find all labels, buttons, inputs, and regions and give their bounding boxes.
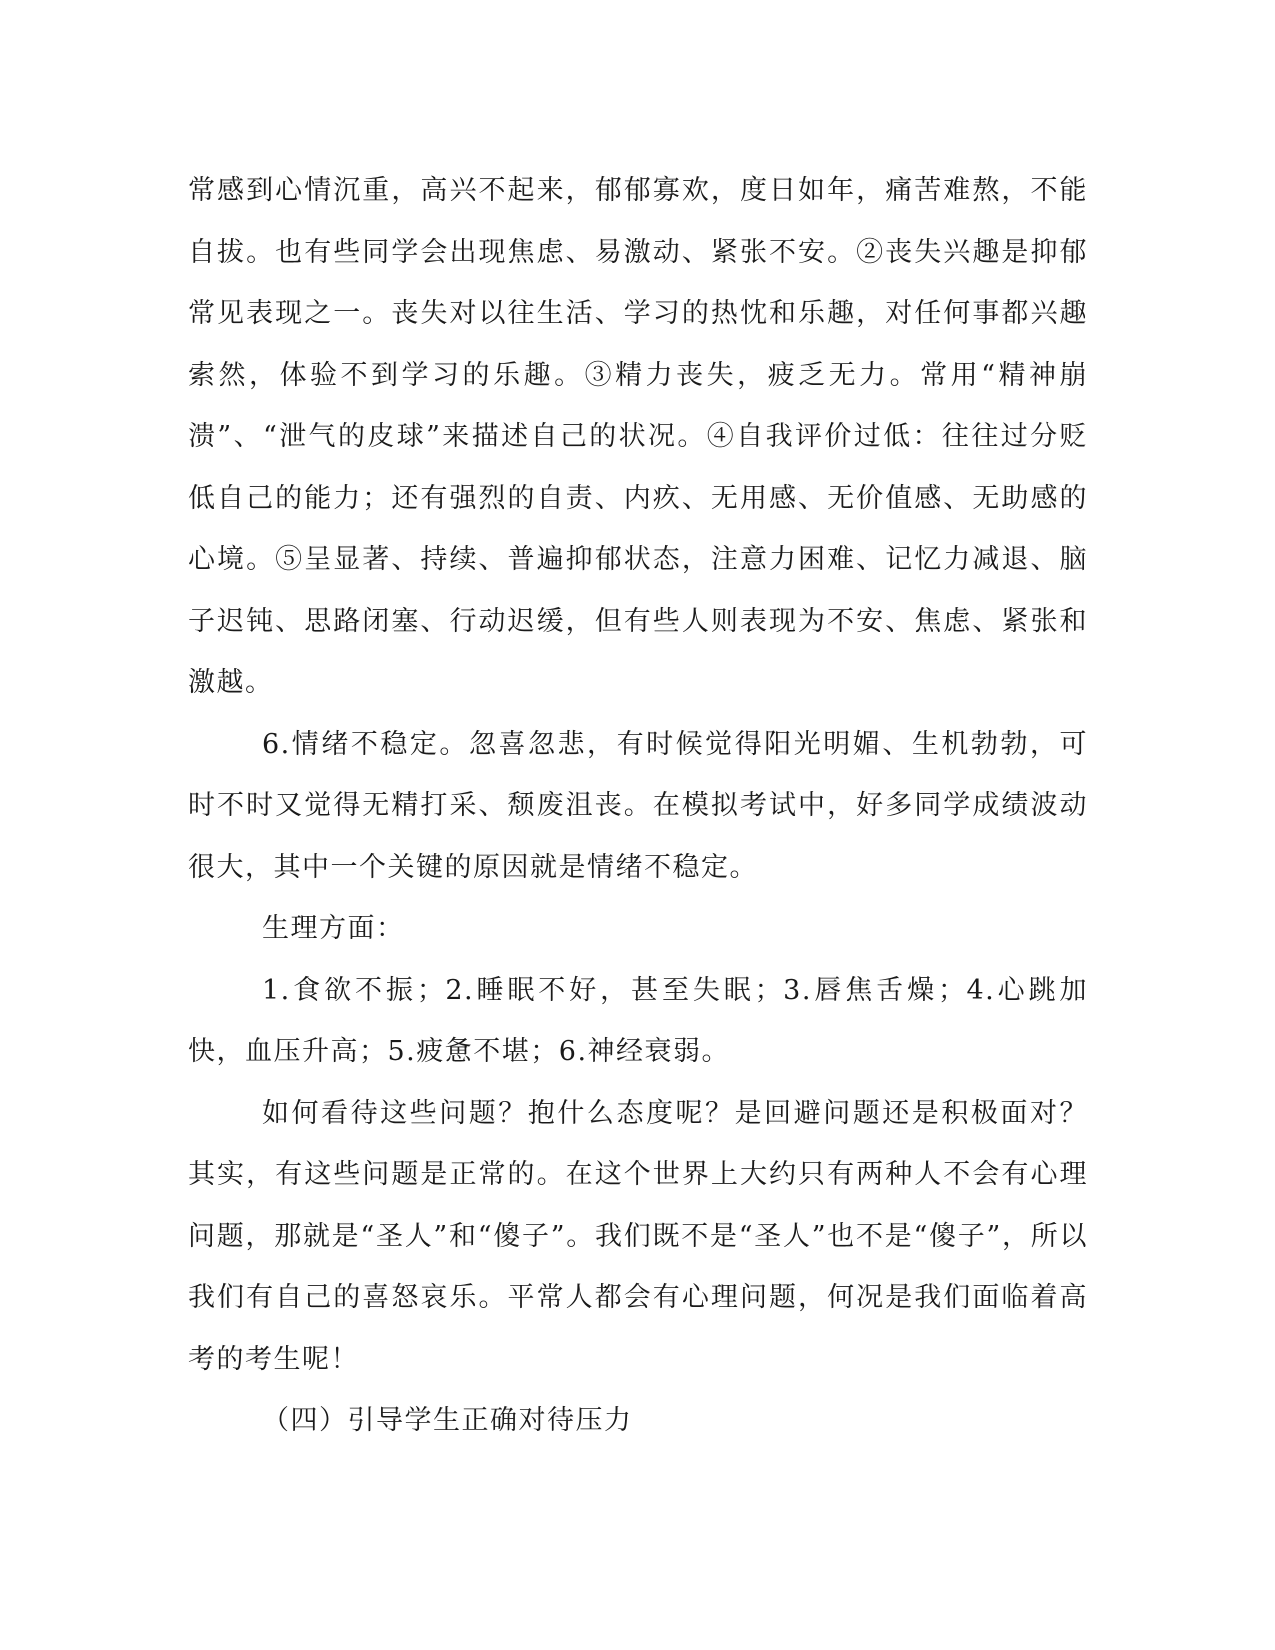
paragraph-how-to-view-problems: 如何看待这些问题？抱什么态度呢？是回避问题还是积极面对？其实，有这些问题是正常的。在这个世界上大约只有两种人不会有心理问题，那就是“圣人”和“傻子”。我们既不是“圣人”也不是“傻子”，所以我们有自己的喜怒哀乐。平常人都会有心理问题，何况是我们面临着高考的考生呢！ (188, 1097, 1088, 1375)
paragraph-physiological-list: 1.食欲不振；2.睡眠不好，甚至失眠；3.唇焦舌燥；4.心跳加快，血压升高；5.疲惫不堪；6.神经衰弱。 (188, 974, 1088, 1067)
paragraph-physiological-heading: 生理方面： (262, 913, 405, 944)
document-body (188, 160, 1088, 1452)
section-heading-guide-students: （四）引导学生正确对待压力 (262, 1405, 633, 1436)
paragraph-depression-symptoms: 常感到心情沉重，高兴不起来，郁郁寡欢，度日如年，痛苦难熬，不能自拔。也有些同学会出现焦虑、易激动、紧张不安。②丧失兴趣是抑郁常见表现之一。丧失对以往生活、学习的热忱和乐趣，对任何事都兴趣索然，体验不到学习的乐趣。③精力丧失，疲乏无力。常用“精神崩溃”、“泄气的皮球”来描述自己的状况。④自我评价过低：往往过分贬低自己的能力；还有强烈的自责、内疚、无用感、无价值感、无助感的心境。⑤呈显著、持续、普遍抑郁状态，注意力困难、记忆力减退、脑子迟钝、思路闭塞、行动迟缓，但有些人则表现为不安、焦虑、紧张和激越。 (188, 175, 1088, 698)
paragraph-emotional-instability: 6.情绪不稳定。忽喜忽悲，有时候觉得阳光明媚、生机勃勃，可时不时又觉得无精打采、颓废沮丧。在模拟考试中，好多同学成绩波动很大，其中一个关键的原因就是情绪不稳定。 (188, 728, 1088, 883)
